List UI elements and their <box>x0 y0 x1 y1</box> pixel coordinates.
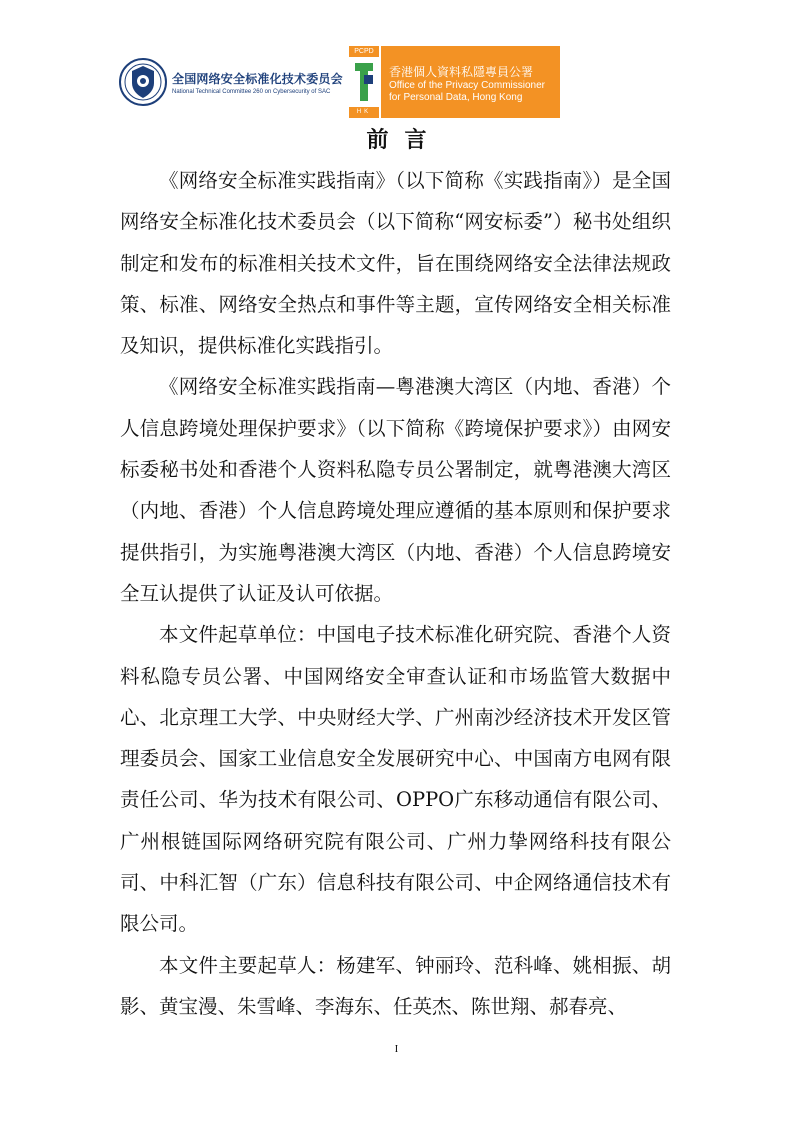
pcpd-mark-box <box>349 46 379 118</box>
paragraph-drafters: 本文件主要起草人：杨建军、钟丽玲、范科峰、姚相振、胡影、黄宝漫、朱雪峰、李海东、任英杰、陈世翔、郝春亮、 <box>120 953 671 1018</box>
pcpd-banner <box>381 46 560 118</box>
tc260-emblem-icon <box>118 57 168 107</box>
pcpd-name-en-line2: for Personal Data, Hong Kong <box>389 92 523 103</box>
pcpd-mark-icon <box>352 59 376 105</box>
document-body <box>120 160 671 1027</box>
tc260-name-cn: 全国网络安全标准化技术委员会 <box>172 71 343 86</box>
page-number: I <box>394 1043 399 1055</box>
tc260-logo <box>118 52 350 112</box>
paragraph-scope: 《网络安全标准实践指南—粤港澳大湾区（内地、香港）个人信息跨境处理保护要求》（以下简称《跨境保护要求》）由网安标委秘书处和香港个人资料私隐专员公署制定，就粤港澳大湾区（内地、香港）个人信息跨境处理应遵循的基本原则和保护要求提供指引，为实施粤港澳大湾区（内地、香港）个人信息跨境安全互认提供了认证及认可依据。 <box>120 375 671 605</box>
tc260-name-en: National Technical Committee 260 on Cybersecurity of SAC <box>172 88 331 95</box>
paragraph-intro: 《网络安全标准实践指南》（以下简称《实践指南》）是全国网络安全标准化技术委员会（以下简称“网安标委”）秘书处组织制定和发布的标准相关技术文件，旨在围绕网络安全法律法规政策、标准、网络安全热点和事件等主题，宣传网络安全相关标准及知识，提供标准化实践指引。 <box>120 169 671 358</box>
pcpd-name-cn: 香港個人資料私隱專員公署 <box>389 65 534 79</box>
pcpd-logo <box>349 46 560 118</box>
page-title: 前言 <box>366 128 443 153</box>
pcpd-abbr-bottom: HK <box>349 107 379 118</box>
pcpd-name-en-line1: Office of the Privacy Commissioner <box>389 80 545 91</box>
paragraph-drafting-units: 本文件起草单位：中国电子技术标准化研究院、香港个人资料私隐专员公署、中国网络安全审查认证和市场监管大数据中心、北京理工大学、中央财经大学、广州南沙经济技术开发区管理委员会、国家工业信息安全发展研究中心、中国南方电网有限责任公司、华为技术有限公司、OPPO广东移动通信有限公司、广州根链国际网络研究院有限公司、广州力挚网络科技有限公司、中科汇智（广东）信息科技有限公司、中企网络通信技术有限公司。 <box>120 623 671 936</box>
header-logos <box>118 46 560 118</box>
pcpd-abbr-top: PCPD <box>349 46 379 57</box>
